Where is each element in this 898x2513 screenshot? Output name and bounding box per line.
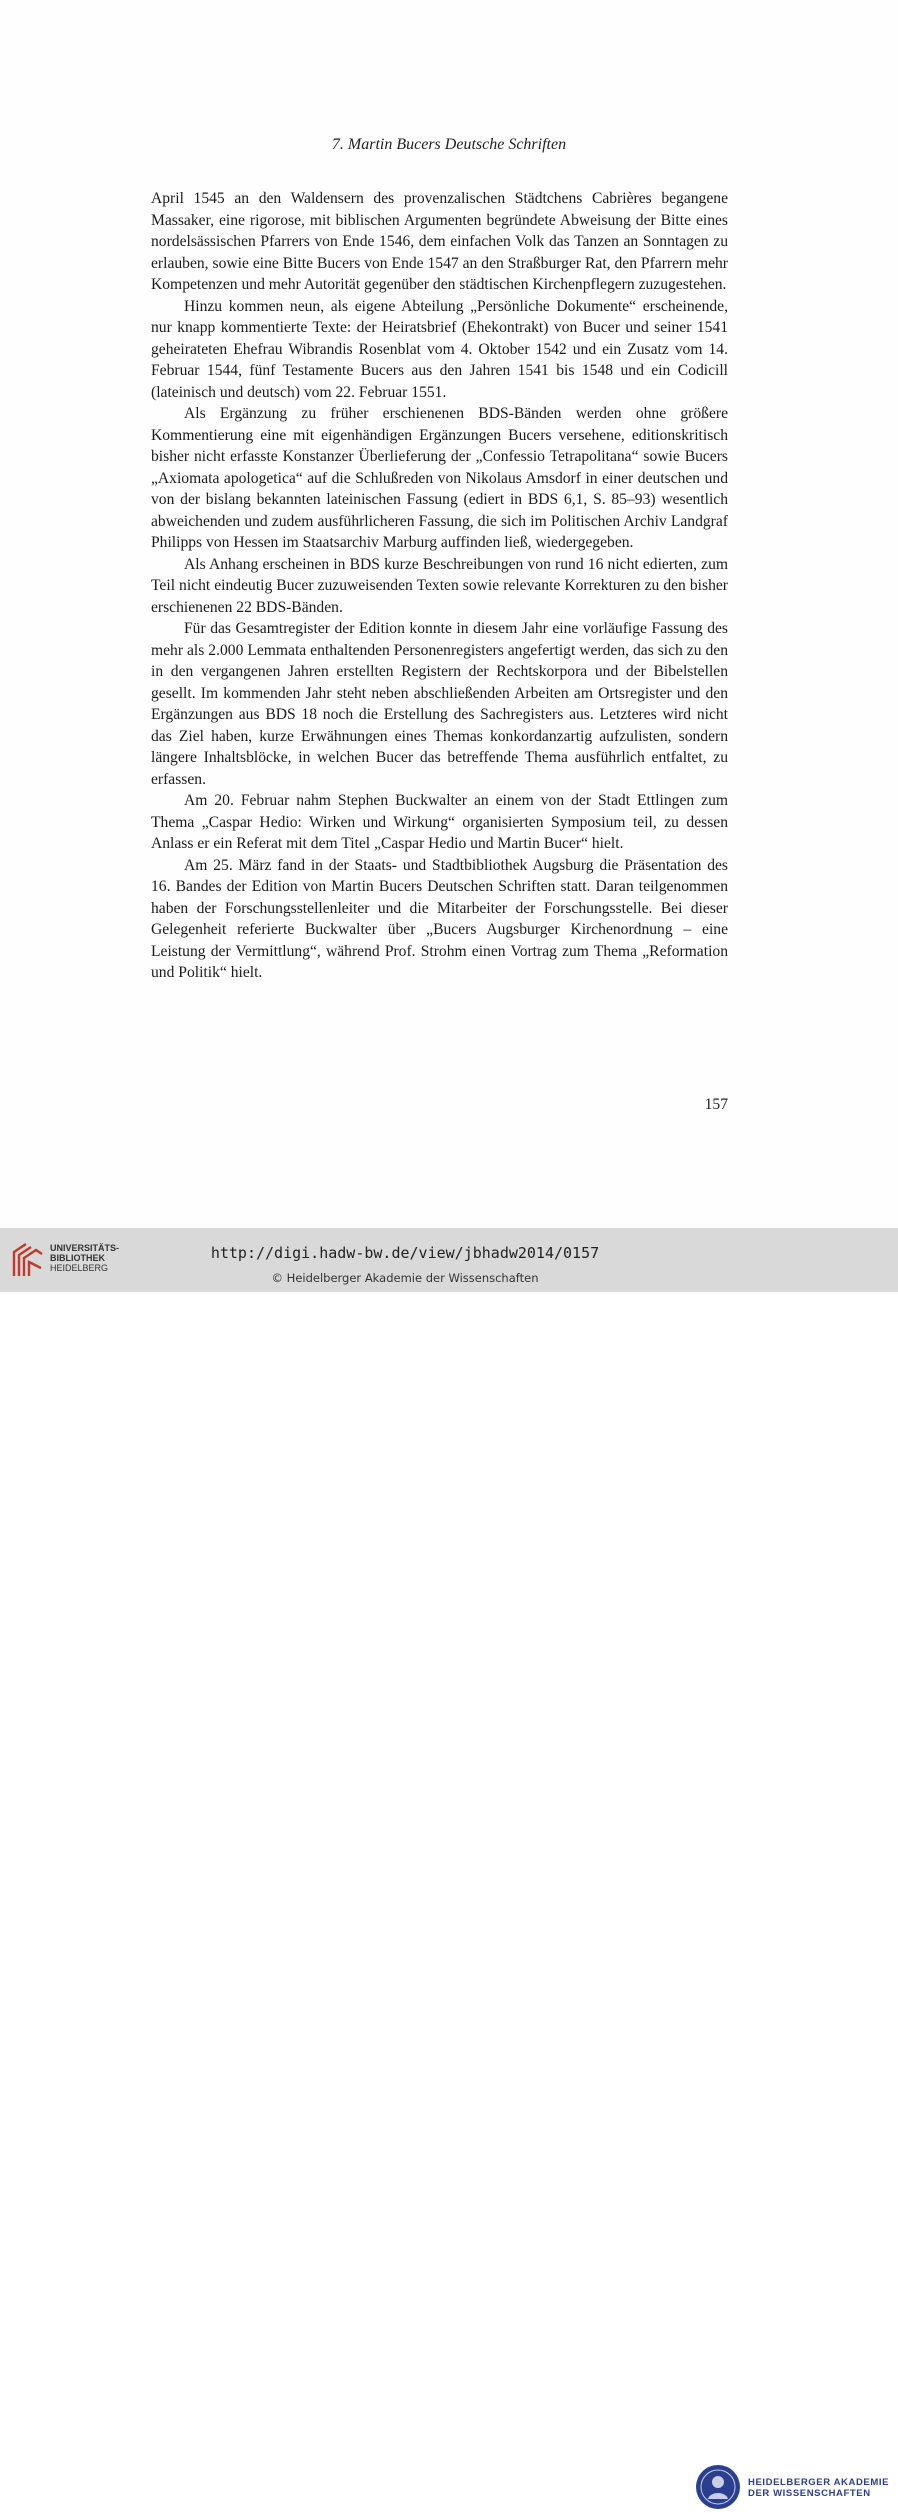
hadw-seal-icon bbox=[694, 2463, 742, 2511]
paragraph: Am 20. Februar nahm Stephen Buckwalter an einem von der Stadt Ettlingen zum Thema „Caspar Hedio: Wirken und Wirkung“ organisierten Symposium teil, zu dessen Anlass er ein Referat mit dem Titel „Caspar Hedio und Martin Bucer“ hielt. bbox=[151, 792, 728, 852]
paragraph: Als Anhang erscheinen in BDS kurze Beschreibungen von rund 16 nicht edierten, zum Teil nicht eindeutig Bucer zuzuweisenden Texten sowie relevante Korrekturen zu den bisher erschienenen 22 BDS-Bänden. bbox=[151, 555, 728, 616]
permalink-url[interactable]: http://digi.hadw-bw.de/view/jbhadw2014/0157 bbox=[210, 1244, 600, 1262]
copyright-notice: © Heidelberger Akademie der Wissenschaften bbox=[271, 1271, 539, 1285]
library-logo-line: HEIDELBERG bbox=[50, 1263, 109, 1273]
paragraph: Am 25. März fand in der Staats- und Stadtbibliothek Augsburg die Präsentation des 16. Bandes der Edition von Martin Bucers Deutschen Schriften statt. Daran teilgenommen haben der Forschungsstellenleiter und die Mitarbeiter der Forschungsstelle. Bei dieser Gelegenheit referierte Buckwalter über „Bucers Augsburger Kirchenordnung – eine Leistung der Vermittlung“, während Prof. Strohm einen Vortrag zum Thema „Reformation und Politik“ hielt. bbox=[151, 856, 728, 981]
paragraph: Für das Gesamtregister der Edition konnte in diesem Jahr eine vorläufige Fassung des mehr als 2.000 Lemmata enthaltenden Personenregisters angefertigt werden, das sich zu den in den vergangenen Jahren erstellten Registern der Rechtskorpora und der Bibelstellen gesellt. Im kommenden Jahr steht neben abschließenden Arbeiten am Ortsregister und den Ergänzungen aus BDS 18 noch die Erstellung des Sachregisters aus. Letzteres wird nicht das Ziel haben, kurze Erwähnungen eines Themas konkordanzartig aufzulisten, sondern längere Inhaltsblöcke, in welchen Bucer das betreffende Thema ausführlich entfaltet, zu erfassen. bbox=[151, 620, 728, 788]
ub-heidelberg-logo-icon bbox=[10, 1238, 46, 1280]
running-head: 7. Martin Bucers Deutsche Schriften bbox=[331, 136, 567, 153]
paragraph: April 1545 an den Waldensern des provenzalischen Städtchens Cabrières begangene Massaker, eine rigorose, mit biblischen Argumenten begründete Abweisung der Bitte eines nordelsässischen Pfarrers von Ende 1546, dem einfachen Volk das Tanzen an Sonntagen zu erlauben, sowie eine Bitte Bucers von Ende 1547 an den Straßburger Rat, den Pfarrern mehr Kompetenzen und mehr Autorität gegenüber den städtischen Kirchenpflegern zuzugestehen. bbox=[151, 190, 728, 293]
library-logo[interactable] bbox=[10, 1238, 160, 1282]
paragraph: Als Ergänzung zu früher erschienenen BDS-Bänden werden ohne größere Kommentierung eine mit eigenhändigen Ergänzungen Bucers versehene, editionskritisch bisher nicht erfasste Konstanzer Überlieferung der „Confessio Tetrapolitana“ sowie Bucers „Axiomata apologetica“ auf die Schlußreden von Nikolaus Amsdorf in einer deutschen und von der bislang bekannten lateinischen Fassung (ediert in BDS 6,1, S. 85–93) wesentlich abweichenden und zudem ausführlicheren Fassung, die sich im Politischen Archiv Landgraf Philipps von Hessen im Staatsarchiv Marburg auffinden ließ, wiedergegeben. bbox=[151, 405, 728, 551]
library-logo-line: BIBLIOTHEK bbox=[50, 1253, 105, 1263]
page-number: 157 bbox=[704, 1096, 728, 1113]
library-logo-line: UNIVERSITÄTS- bbox=[50, 1243, 120, 1253]
academy-logo-line: DER WISSENSCHAFTEN bbox=[748, 2488, 871, 2499]
library-logo-text bbox=[50, 1243, 119, 1273]
body-text bbox=[151, 188, 728, 984]
document-page bbox=[0, 0, 898, 1228]
academy-logo[interactable] bbox=[694, 2463, 894, 2513]
academy-logo-text bbox=[748, 2477, 889, 2499]
academy-logo-line: HEIDELBERGER AKADEMIE bbox=[748, 2477, 890, 2488]
paragraph: Hinzu kommen neun, als eigene Abteilung „Persönliche Dokumente“ erscheinende, nur knapp kommentierte Texte: der Heiratsbrief (Ehekontrakt) von Bucer und seiner 1541 geheirateten Ehefrau Wibrandis Rosenblat vom 4. Oktober 1542 und ein Zusatz vom 14. Februar 1544, fünf Testamente Bucers aus den Jahren 1541 bis 1548 und ein Codicill (lateinisch und deutsch) vom 22. Februar 1551. bbox=[151, 297, 728, 401]
